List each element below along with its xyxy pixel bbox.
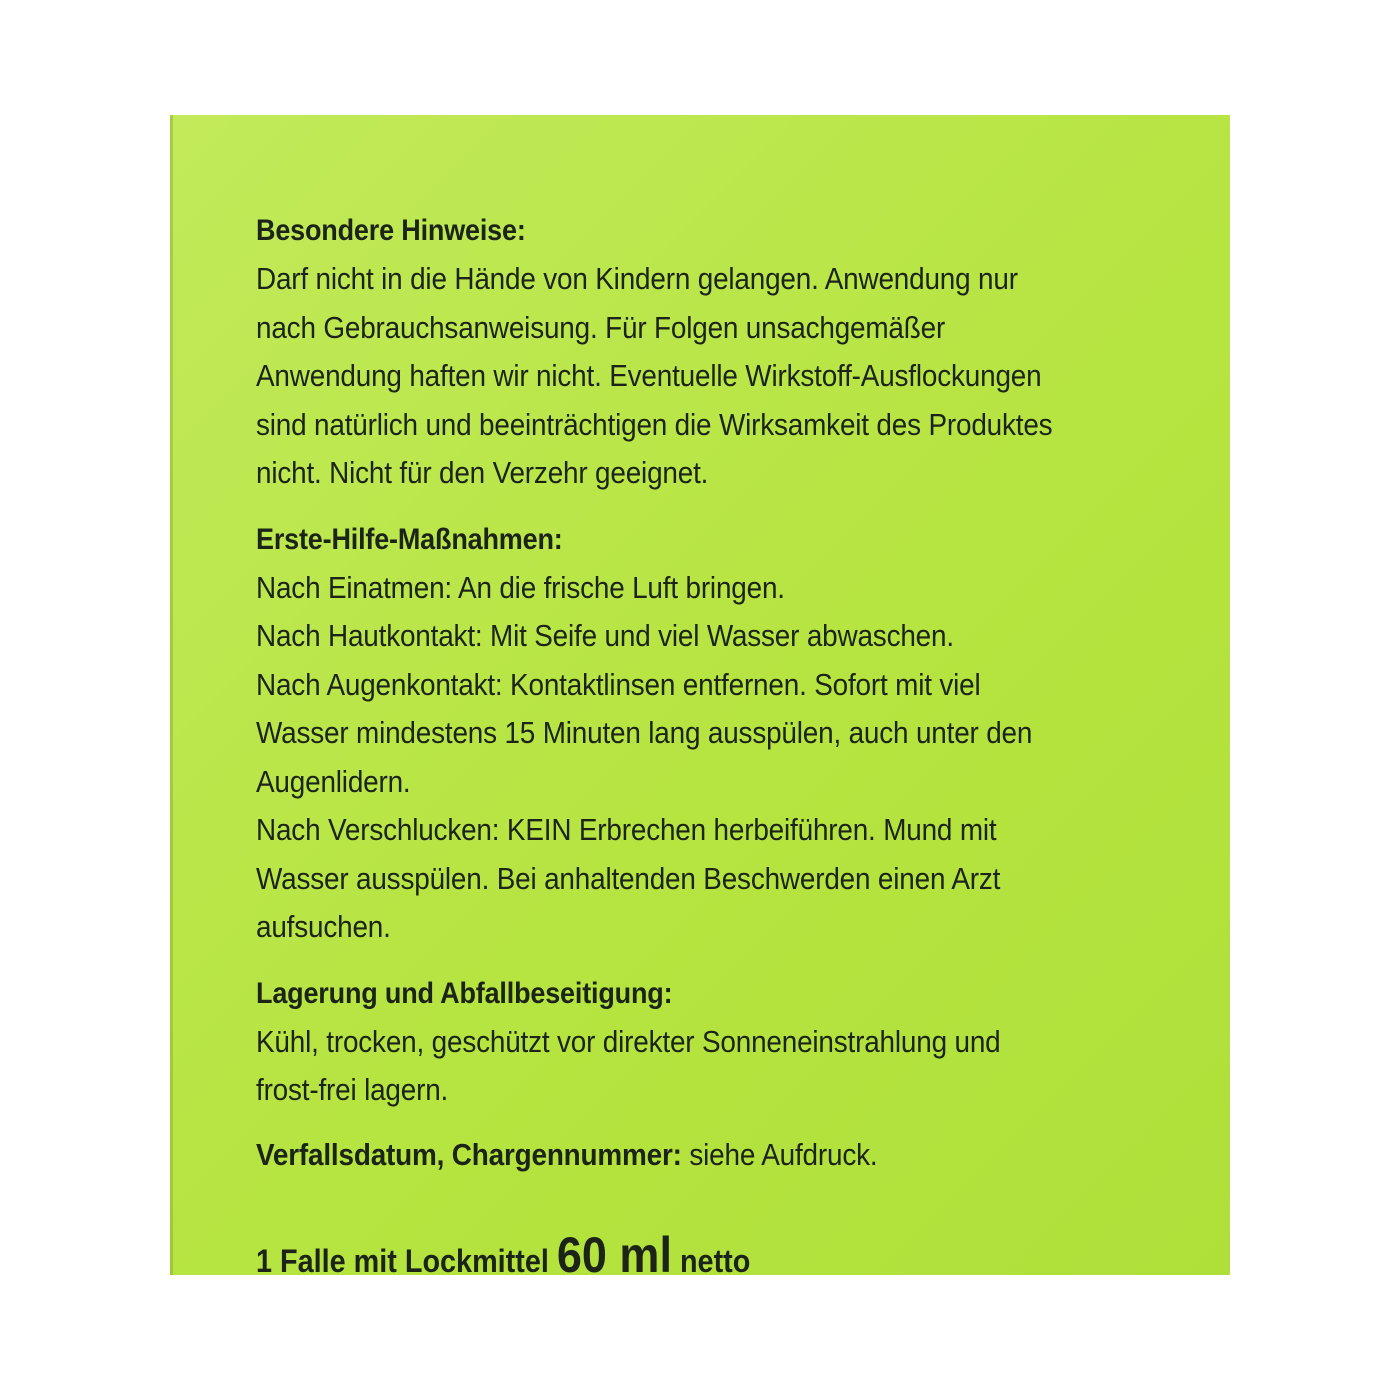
first-aid-line: Nach Augenkontakt: Kontaktlinsen entfernen. Sofort mit viel Wasser mindestens 15 Minuten lang ausspülen, auch unter den Augenlidern. (256, 666, 1033, 799)
section-erste-hilfe (256, 516, 1066, 952)
product-label-panel (170, 115, 1230, 1283)
net-content-prefix: 1 Falle mit Lockmittel (256, 1243, 549, 1279)
expiry-line (256, 1131, 1066, 1180)
section-paragraph: Kühl, trocken, geschützt vor direkter Sonneneinstrahlung und frost-frei lagern. (256, 1023, 1001, 1107)
expiry-label: Verfallsdatum, Chargennummer: (256, 1136, 682, 1172)
section-heading: Lagerung und Abfallbeseitigung: (256, 976, 673, 1010)
section-verfall (256, 1131, 1066, 1180)
net-content-suffix: netto (679, 1243, 751, 1279)
section-heading: Besondere Hinweise: (256, 214, 526, 247)
section-paragraph: Darf nicht in die Hände von Kindern gelangen. Anwendung nur nach Gebrauchsanweisung. Für Folgen unsachgemäßer Anwendung haften wir nicht. Eventuelle Wirkstoff-Ausflockungen sind natürlich und beeinträchtigen die Wirksamkeit des Produktes nicht. Nicht für den Verzehr geeignet. (256, 261, 1053, 490)
label-text-block (256, 207, 1066, 1291)
expiry-text: siehe Aufdruck. (689, 1136, 878, 1172)
panel-fold-edge (170, 115, 173, 1275)
section-heading: Erste-Hilfe-Maßnahmen: (256, 522, 563, 556)
first-aid-line: Nach Hautkontakt: Mit Seife und viel Wasser abwaschen. (256, 618, 954, 653)
first-aid-line: Nach Verschlucken: KEIN Erbrechen herbeiführen. Mund mit Wasser ausspülen. Bei anhaltenden Beschwerden einen Arzt aufsuchen. (256, 812, 1001, 944)
section-lagerung (256, 970, 1066, 1115)
net-content-amount: 60 ml (556, 1227, 672, 1283)
net-content-line (256, 1225, 1066, 1291)
section-besondere-hinweise (256, 207, 1066, 498)
first-aid-line: Nach Einatmen: An die frische Luft bringen. (256, 569, 785, 605)
